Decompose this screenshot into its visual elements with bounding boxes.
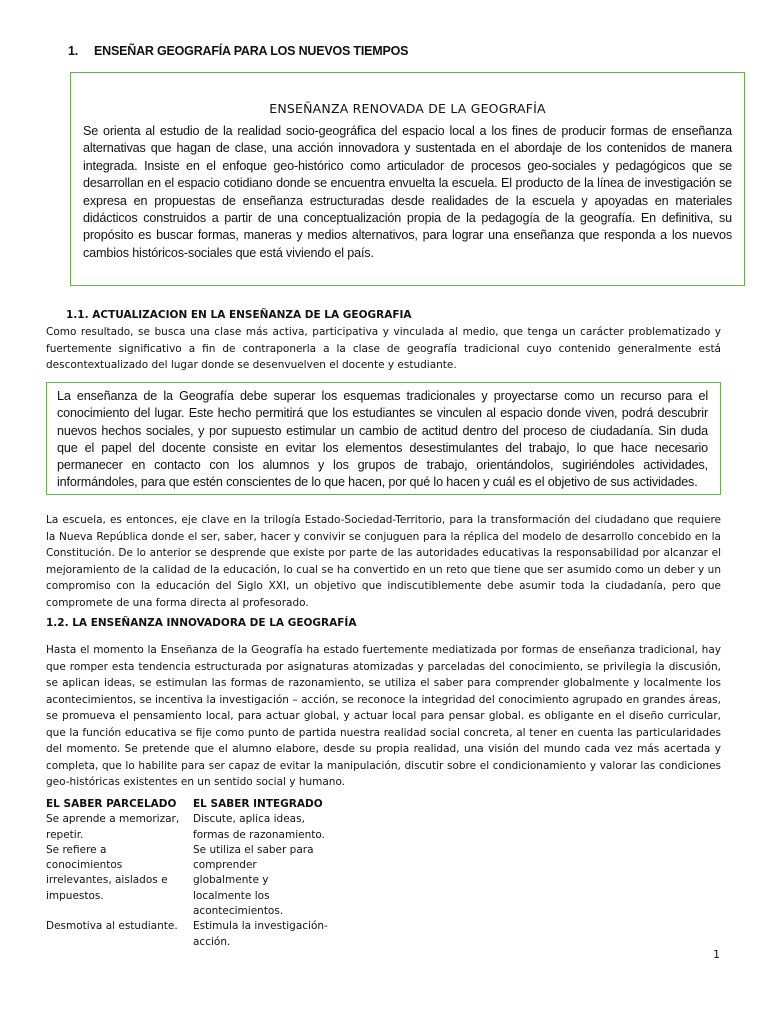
- list-item: Se utiliza el saber para comprender globalmente y localmente los acontecimientos.: [193, 843, 314, 918]
- list-item: Se refiere a conocimientos irrelevantes, aislados e impuestos.: [46, 843, 168, 902]
- box-title: ENSEÑANZA RENOVADA DE LA GEOGRAFÍA: [269, 101, 546, 116]
- highlight-box-lugar: [46, 382, 721, 495]
- list-item: Desmotiva al estudiante.: [46, 920, 178, 933]
- column-saber-parcelado: [46, 797, 186, 934]
- list-item: Se aprende a memorizar, repetir.: [46, 813, 180, 841]
- column-heading: EL SABER PARCELADO: [46, 798, 177, 810]
- paragraph-actualizacion: Como resultado, se busca una clase más activa, participativa y vinculada al medio, que tenga un carácter problematizado y fuertemente significativo a fin de contraponerla a la clase de geografía tradicional cuyo contenido generalmente está descontextualizado del lugar donde se desenvuelven el docente y estudiante.: [46, 326, 721, 371]
- list-item: Estimula la investigación- acción.: [193, 920, 328, 948]
- column-heading: EL SABER INTEGRADO: [193, 798, 323, 810]
- section-heading-1-2: 1.2. LA ENSEÑANZA INNOVADORA DE LA GEOGRAFÍA: [46, 617, 357, 629]
- heading-number: 1.: [68, 44, 79, 58]
- box-text: La enseñanza de la Geografía debe superar los esquemas tradicionales y proyectarse como un recurso para el conocimiento del lugar. Este hecho permitirá que los estudiantes se vinculen al espacio donde viven, podrá descubrir nuevos hechos sociales, y por supuesto estimular un cambio de actitud dentro del proceso de ciudadanía. Sin duda que el papel del docente consiste en evitar los elementos desestimulantes del trabajo, lo que hace necesario permanecer en contacto con los alumnos y los grupos de trabajo, orientándolos, sugiriéndoles actividades, informándoles, para que estén conscientes de lo que hacen, por qué lo hacen y cuál es el objetivo de sus actividades.: [57, 389, 708, 490]
- section-heading-1: [68, 44, 408, 58]
- heading-text: ENSEÑAR GEOGRAFÍA PARA LOS NUEVOS TIEMPOS: [94, 44, 409, 58]
- page-number: 1: [713, 948, 720, 961]
- paragraph-escuela: La escuela, es entonces, eje clave en la trilogía Estado-Sociedad-Territorio, para la transformación del ciudadano que requiere la Nueva República donde el ser, saber, hacer y convivir se conjuguen para la réplica del modelo de desarrollo concebido en la Constitución. De lo anterior se desprende que existe por parte de las autoridades educativas la responsabilidad por alcanzar el mejoramiento de la calidad de la educación, lo cual se ha convertido en un reto que tiene que ser asumido como un deber y un compromiso con la educación del Siglo XXI, un objetivo que indiscutiblemente debe asumir toda la ciudadanía, pero que compromete de una forma directa al profesorado.: [46, 514, 721, 609]
- paragraph-innovadora: Hasta el momento la Enseñanza de la Geografía ha estado fuertemente mediatizada por formas de enseñanza tradicional, hay que romper esta tendencia estructurada por asignaturas atomizadas y parceladas del conocimiento, se privilegia la discusión, se aplican ideas, se estimulan las formas de razonamiento, se utiliza el saber para comprender globalmente y localmente los acontecimientos, se incentiva la investigación – acción, se reconoce la integridad del conocimiento agrupado en grandes áreas, se promueva el pensamiento local, para actuar global, y actuar local para pensar global. es obligante en el diseño curricular, que la función educativa se fije como punto de partida nuestra realidad social concreta, al tener en cuenta las particularidades del momento. Se pretende que el alumno elabore, desde su propia realidad, una visión del mundo cada vez más acertada y completa, que lo habilite para ser capaz de evitar la manipulación, discutir sobre el condicionamiento y valorar las condiciones geo-históricas existentes en un sentido social y humano.: [46, 644, 721, 788]
- list-item: Discute, aplica ideas, formas de razonamiento.: [193, 813, 325, 841]
- section-heading-1-1: 1.1. ACTUALIZACION EN LA ENSEÑANZA DE LA GEOGRAFIA: [66, 309, 412, 321]
- box-text: Se orienta al estudio de la realidad socio-geográfica del espacio local a los fines de producir formas de enseñanza alternativas que hagan de clase, una acción innovadora y sustentada en el abordaje de los contenidos de manera integrada. Insiste en el enfoque geo-histórico como articulador de procesos geo-sociales y pedagógicos que se desarrollan en el espacio cotidiano donde se encuentra envuelta la escuela. El producto de la línea de investigación se expresa en propuestas de enseñanza estructuradas desde realidades de la escuela y apoyadas en materiales didácticos construidos a partir de una conceptualización propia de la pedagogía de la geografía. En definitiva, su propósito es buscar formas, maneras y medios alternativos, para lograr una enseñanza que responda a los nuevos cambios históricos-sociales que está viviendo el país.: [83, 124, 732, 260]
- highlight-box-renovada: [70, 72, 745, 286]
- column-saber-integrado: [193, 797, 343, 950]
